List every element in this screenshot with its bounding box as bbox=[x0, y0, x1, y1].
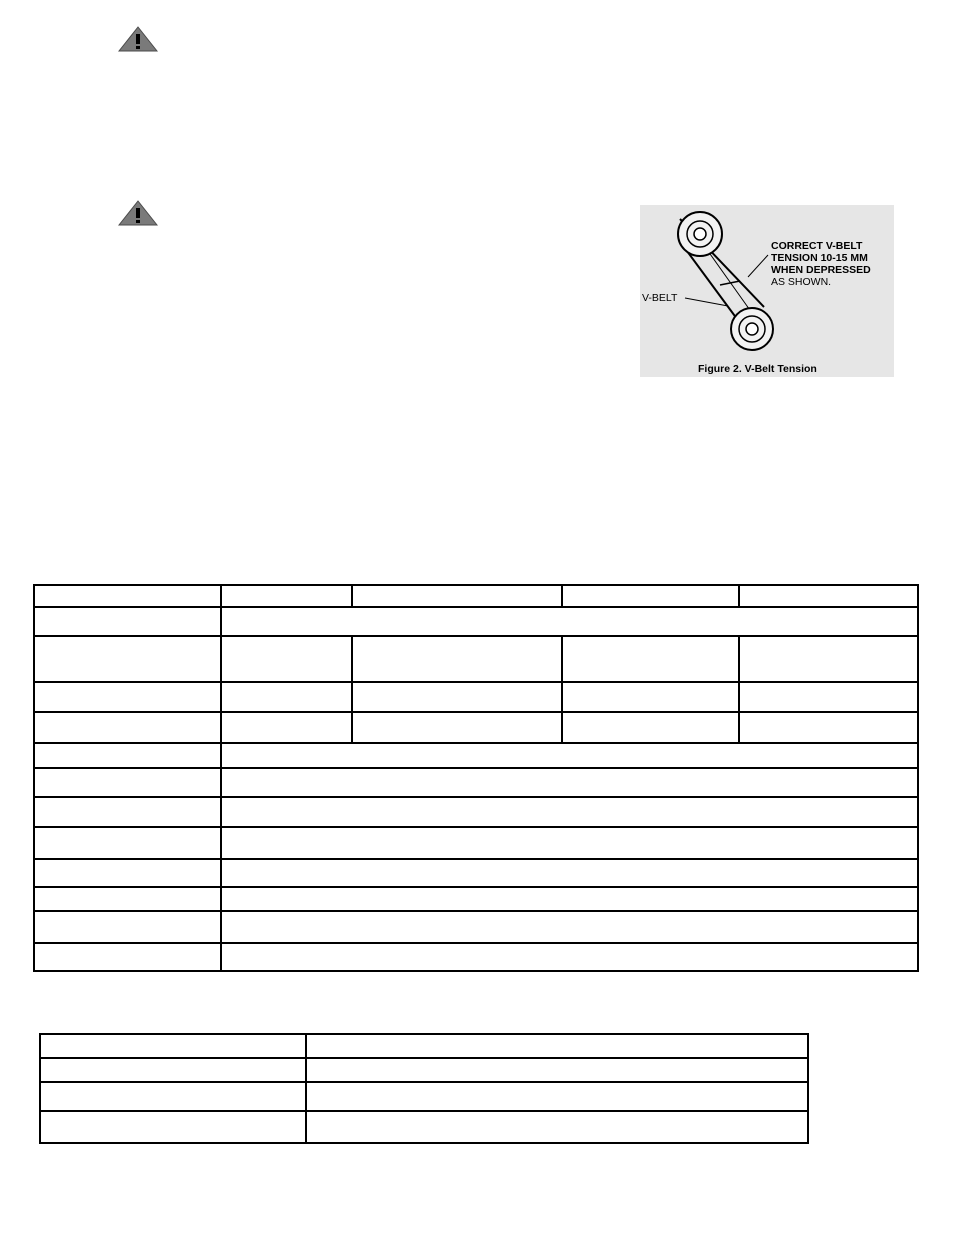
upper-pulley bbox=[678, 212, 722, 256]
lower-pulley bbox=[731, 308, 773, 350]
callout-line: CORRECT V-BELT bbox=[771, 240, 863, 252]
table-row bbox=[34, 682, 918, 712]
table-cell bbox=[562, 682, 739, 712]
table-row bbox=[34, 859, 918, 887]
belt-label: V-BELT bbox=[642, 292, 678, 304]
table-row bbox=[34, 827, 918, 859]
table-row bbox=[34, 887, 918, 911]
callout-line: WHEN DEPRESSED bbox=[771, 264, 871, 276]
warning-icon bbox=[118, 26, 158, 50]
table-cell bbox=[221, 887, 918, 911]
table-cell bbox=[221, 712, 352, 743]
table-cell bbox=[221, 607, 918, 636]
table-row bbox=[40, 1082, 808, 1111]
table-cell bbox=[40, 1034, 306, 1058]
table-cell bbox=[34, 585, 221, 607]
table-row bbox=[34, 743, 918, 768]
table-cell bbox=[221, 682, 352, 712]
warning-icon bbox=[118, 200, 158, 224]
table-cell bbox=[352, 682, 562, 712]
table-cell bbox=[739, 636, 918, 682]
table-cell bbox=[34, 943, 221, 971]
table-cell bbox=[306, 1082, 808, 1111]
table-cell bbox=[306, 1034, 808, 1058]
table-cell bbox=[221, 743, 918, 768]
table-cell bbox=[306, 1111, 808, 1143]
table-cell bbox=[34, 743, 221, 768]
table-cell bbox=[34, 911, 221, 943]
table-cell bbox=[34, 607, 221, 636]
table-cell bbox=[40, 1082, 306, 1111]
table-cell bbox=[34, 712, 221, 743]
table-row bbox=[34, 712, 918, 743]
table-row bbox=[34, 911, 918, 943]
table-row bbox=[40, 1058, 808, 1082]
table-cell bbox=[34, 859, 221, 887]
table-cell bbox=[221, 797, 918, 827]
table-cell bbox=[306, 1058, 808, 1082]
table-cell bbox=[352, 585, 562, 607]
table-cell bbox=[40, 1111, 306, 1143]
v-belt-tension-figure bbox=[640, 205, 894, 377]
table-row bbox=[34, 585, 918, 607]
table-cell bbox=[562, 585, 739, 607]
table-cell bbox=[221, 768, 918, 797]
table-cell bbox=[221, 943, 918, 971]
table-cell bbox=[221, 827, 918, 859]
callout-line: AS SHOWN. bbox=[771, 276, 832, 288]
callout-line: TENSION 10-15 MM bbox=[771, 252, 868, 264]
table-cell bbox=[34, 827, 221, 859]
table-cell bbox=[34, 797, 221, 827]
table-cell bbox=[34, 887, 221, 911]
table-cell bbox=[221, 636, 352, 682]
table-cell bbox=[34, 768, 221, 797]
table-cell bbox=[34, 636, 221, 682]
table-row bbox=[34, 768, 918, 797]
table-row bbox=[34, 607, 918, 636]
table-cell bbox=[352, 636, 562, 682]
table-cell bbox=[40, 1058, 306, 1082]
table-row bbox=[34, 943, 918, 971]
table-cell bbox=[221, 859, 918, 887]
specifications-table bbox=[33, 584, 919, 972]
table-row bbox=[40, 1111, 808, 1143]
table-row bbox=[34, 636, 918, 682]
table-cell bbox=[221, 911, 918, 943]
table-cell bbox=[739, 712, 918, 743]
figure-caption: Figure 2. V-Belt Tension bbox=[698, 363, 817, 375]
table-cell bbox=[739, 585, 918, 607]
table-cell bbox=[221, 585, 352, 607]
table-cell bbox=[34, 682, 221, 712]
table-cell bbox=[562, 712, 739, 743]
table-cell bbox=[352, 712, 562, 743]
table-row bbox=[34, 797, 918, 827]
table-cell bbox=[739, 682, 918, 712]
table-cell bbox=[562, 636, 739, 682]
table-row bbox=[40, 1034, 808, 1058]
secondary-table bbox=[39, 1033, 809, 1144]
